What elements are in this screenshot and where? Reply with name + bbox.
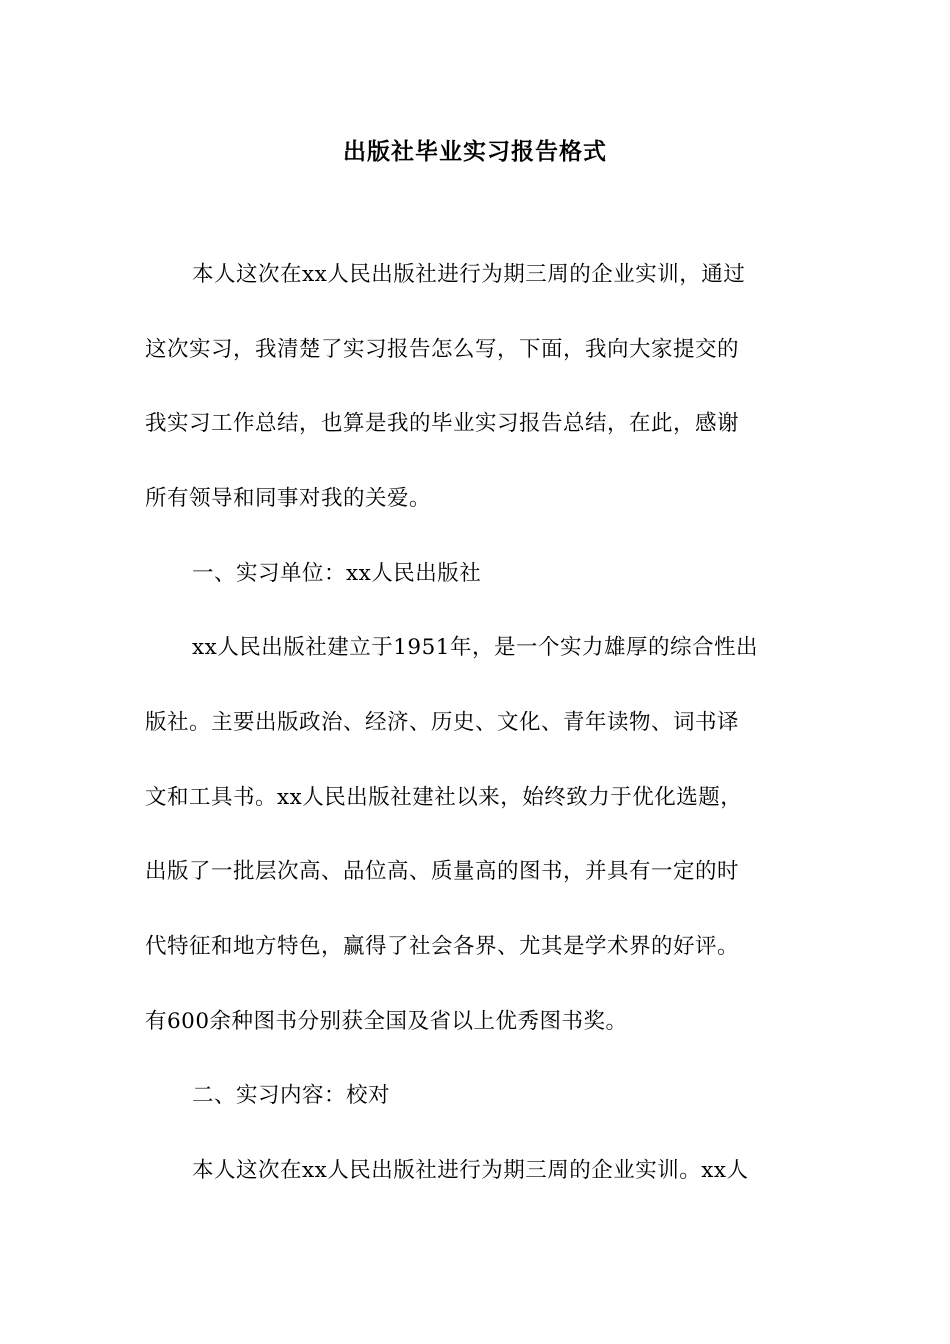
- document-title: 出版社毕业实习报告格式: [343, 138, 607, 165]
- paragraph-line: 所有领导和同事对我的关爱。: [145, 486, 432, 511]
- section-heading: 一、实习单位：xx人民出版社: [192, 561, 482, 586]
- paragraph-line: xx人民出版社建立于1951年，是一个实力雄厚的综合性出: [192, 635, 758, 660]
- paragraph-line: 这次实习，我清楚了实习报告怎么写，下面，我向大家提交的: [145, 337, 740, 362]
- paragraph-line: 有600余种图书分别获全国及省以上优秀图书奖。: [145, 1009, 628, 1034]
- paragraph-line: 出版了一批层次高、品位高、质量高的图书，并具有一定的时: [145, 859, 740, 884]
- paragraph-line: 版社。主要出版政治、经济、历史、文化、青年读物、词书译: [145, 710, 740, 735]
- section-heading: 二、实习内容：校对: [192, 1083, 391, 1108]
- paragraph-line: 文和工具书。xx人民出版社建社以来，始终致力于优化选题，: [145, 785, 743, 810]
- paragraph-line: 本人这次在xx人民出版社进行为期三周的企业实训。xx人: [192, 1158, 749, 1183]
- paragraph-line: 我实习工作总结，也算是我的毕业实习报告总结，在此，感谢: [145, 411, 740, 436]
- paragraph-line: 本人这次在xx人民出版社进行为期三周的企业实训，通过: [192, 262, 746, 287]
- paragraph-line: 代特征和地方特色，赢得了社会各界、尤其是学术界的好评。: [145, 934, 740, 959]
